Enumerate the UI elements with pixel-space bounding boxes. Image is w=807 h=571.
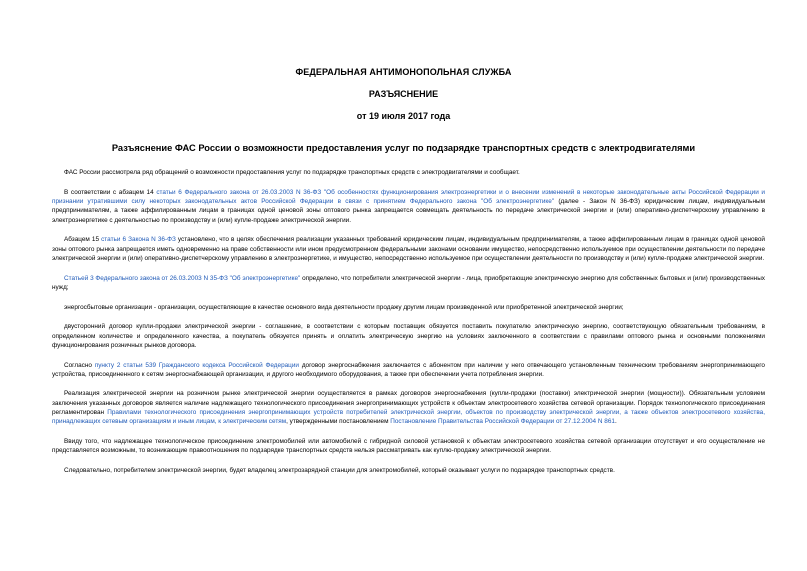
paragraph-4 — [52, 274, 765, 293]
paragraph-text: В соответствии с абзацем 14 — [64, 188, 157, 196]
paragraph-text: договор энергоснабжения заключается с абонентом при наличии у него отвечающего установленным техническим требованиям энергопринимающего устройства, присоединенного к сетям энергоснабжающей организации, и другого необходимого оборудования, а также при обеспечении учета потребления энергии. — [52, 361, 765, 378]
paragraph-5 — [52, 303, 765, 312]
paragraph-text: (далее - Закон N 36-ФЗ) юридическим лицам, индивидуальным предпринимателям, а также аффилированным лицам в границах одной ценовой зоны оптового рынка запрещается совмещать деятельность по передаче электрической энергии и (или) оперативно-диспетчерскому управлению в электроэнергетике с деятельностью по производству и (или) купле-продаже электрической энергии. — [52, 197, 765, 224]
paragraph-text: Абзацем 15 — [64, 236, 102, 244]
connection-rules-link[interactable]: Правилами технологического присоединения энергопринимающих устройств потребителей электрической энергии, объектов по производству электрической энергии, а также объектов электросетевого хозяйства, принадлежащих сетевым организациям и иным лицам, к электрическим сетям — [52, 409, 766, 426]
paragraph-text: установлено, что в целях обеспечения реализации указанных требований юридическим лицам, индивидуальным предпринимателям, а также аффилированным лицам в границах одной ценовой зоны оптового рынка запрещается иметь одновременно на праве собственности или ином предусмотренном федеральными законами основании имущество, непосредственно используемое при осуществлении деятельности по передаче электрической энергии и (или) оперативно-диспетчерскому управлению в электроэнергетике, и имущество, непосредственно используемое при осуществлении деятельности по производству и (или) купле-продаже электрической энергии. — [52, 236, 765, 262]
paragraph-text: ФАС России рассмотрела ряд обращений о возможности предоставления услуг по подзарядке транспортных средств с электродвигателями и сообщает. — [64, 169, 520, 176]
paragraph-text: двусторонний договор купли-продажи электрической энергии - соглашение, в соответствии с которым поставщик обязуется поставить покупателю электрическую энергию, соответствующую обязательным требованиям, в определенном количестве и определенного качества, а покупатель обязуется принять и оплатить электрическую энергию на условиях заключенного в соответствии с правилами оптового рынка и основными положениями функционирования розничных рынков договора. — [52, 323, 765, 349]
law-36-fz-article-6-short-link[interactable]: статьи 6 Закона N 36-ФЗ — [101, 236, 176, 244]
law-36-fz-article-6-link[interactable]: статьи 6 Федерального закона от 26.03.2003 N 36-ФЗ "Об особенностях функционирования электроэнергетики и о внесении изменений в некоторые законодательные акты Российской Федерации и признании утратившими силу некоторых законодательных актов Российской Федерации в связи с принятием Федерального закона "Об электроэнергетике" — [52, 188, 765, 205]
government-decree-861-link[interactable]: Постановление Правительства Российской Федерации от 27.12.2004 N 861 — [390, 418, 615, 426]
paragraph-text: энергосбытовые организации - организации, осуществляющие в качестве основного вида деятельности продажу другим лицам произведенной или приобретенной электрической энергии; — [64, 303, 624, 311]
paragraph-9 — [52, 437, 765, 456]
paragraph-10 — [52, 466, 765, 475]
document-date: от 19 июля 2017 года — [356, 111, 451, 121]
document-title: Разъяснение ФАС России о возможности предоставления услуг по подзарядке транспортных средств с электродвигателями — [111, 143, 696, 153]
paragraph-text: , утвержденными постановлением — [286, 418, 391, 426]
paragraph-1 — [52, 168, 765, 177]
document-type-heading: РАЗЪЯСНЕНИЕ — [368, 89, 439, 99]
civil-code-article-539-link[interactable]: пункту 2 статьи 539 Гражданского кодекса Российской Федерации — [94, 361, 299, 369]
paragraph-text: Следовательно, потребителем электрической энергии, будет владелец электрозарядной станции для электромобилей, который оказывает услуги по подзарядке транспортных средств. — [64, 467, 615, 475]
paragraph-text: Согласно — [64, 361, 95, 369]
organization-heading: ФЕДЕРАЛЬНАЯ АНТИМОНОПОЛЬНАЯ СЛУЖБА — [295, 67, 512, 77]
paragraph-6 — [52, 322, 765, 350]
paragraph-3 — [52, 235, 765, 263]
paragraph-8 — [52, 389, 765, 426]
paragraph-text: Ввиду того, что надлежащее технологическое присоединение электромобилей или автомобилей с гибридной силовой установкой к объектам электросетевого хозяйства сетевой организации отсутствует и его осуществление не представляется возможным, то возникающие правоотношения по подзарядке транспортных средств нельзя рассматривать как куплю-продажу электрической энергии. — [52, 438, 765, 455]
paragraph-text: . — [614, 418, 617, 426]
law-35-fz-article-3-link[interactable]: Статьей 3 Федерального закона от 26.03.2003 N 35-ФЗ "Об электроэнергетике" — [64, 274, 301, 282]
document-body — [52, 168, 765, 475]
paragraph-text: Реализация электрической энергии на розничном рынке электрической энергии осуществляется в рамках договоров энергоснабжения (купли-продажи (поставки) электрической энергии (мощности)). Обязательным условием заключения указанных договоров является наличие надлежащего технологического присоединения энергопринимающих устройств к объектам электросетевого хозяйства сетевой организации. Порядок технологического присоединения регламентирован — [52, 390, 765, 417]
paragraph-text: определено, что потребители электрической энергии - лица, приобретающие электрическую энергию для собственных бытовых и (или) производственных нужд; — [52, 274, 765, 291]
paragraph-7 — [52, 361, 765, 380]
paragraph-2 — [52, 188, 765, 225]
